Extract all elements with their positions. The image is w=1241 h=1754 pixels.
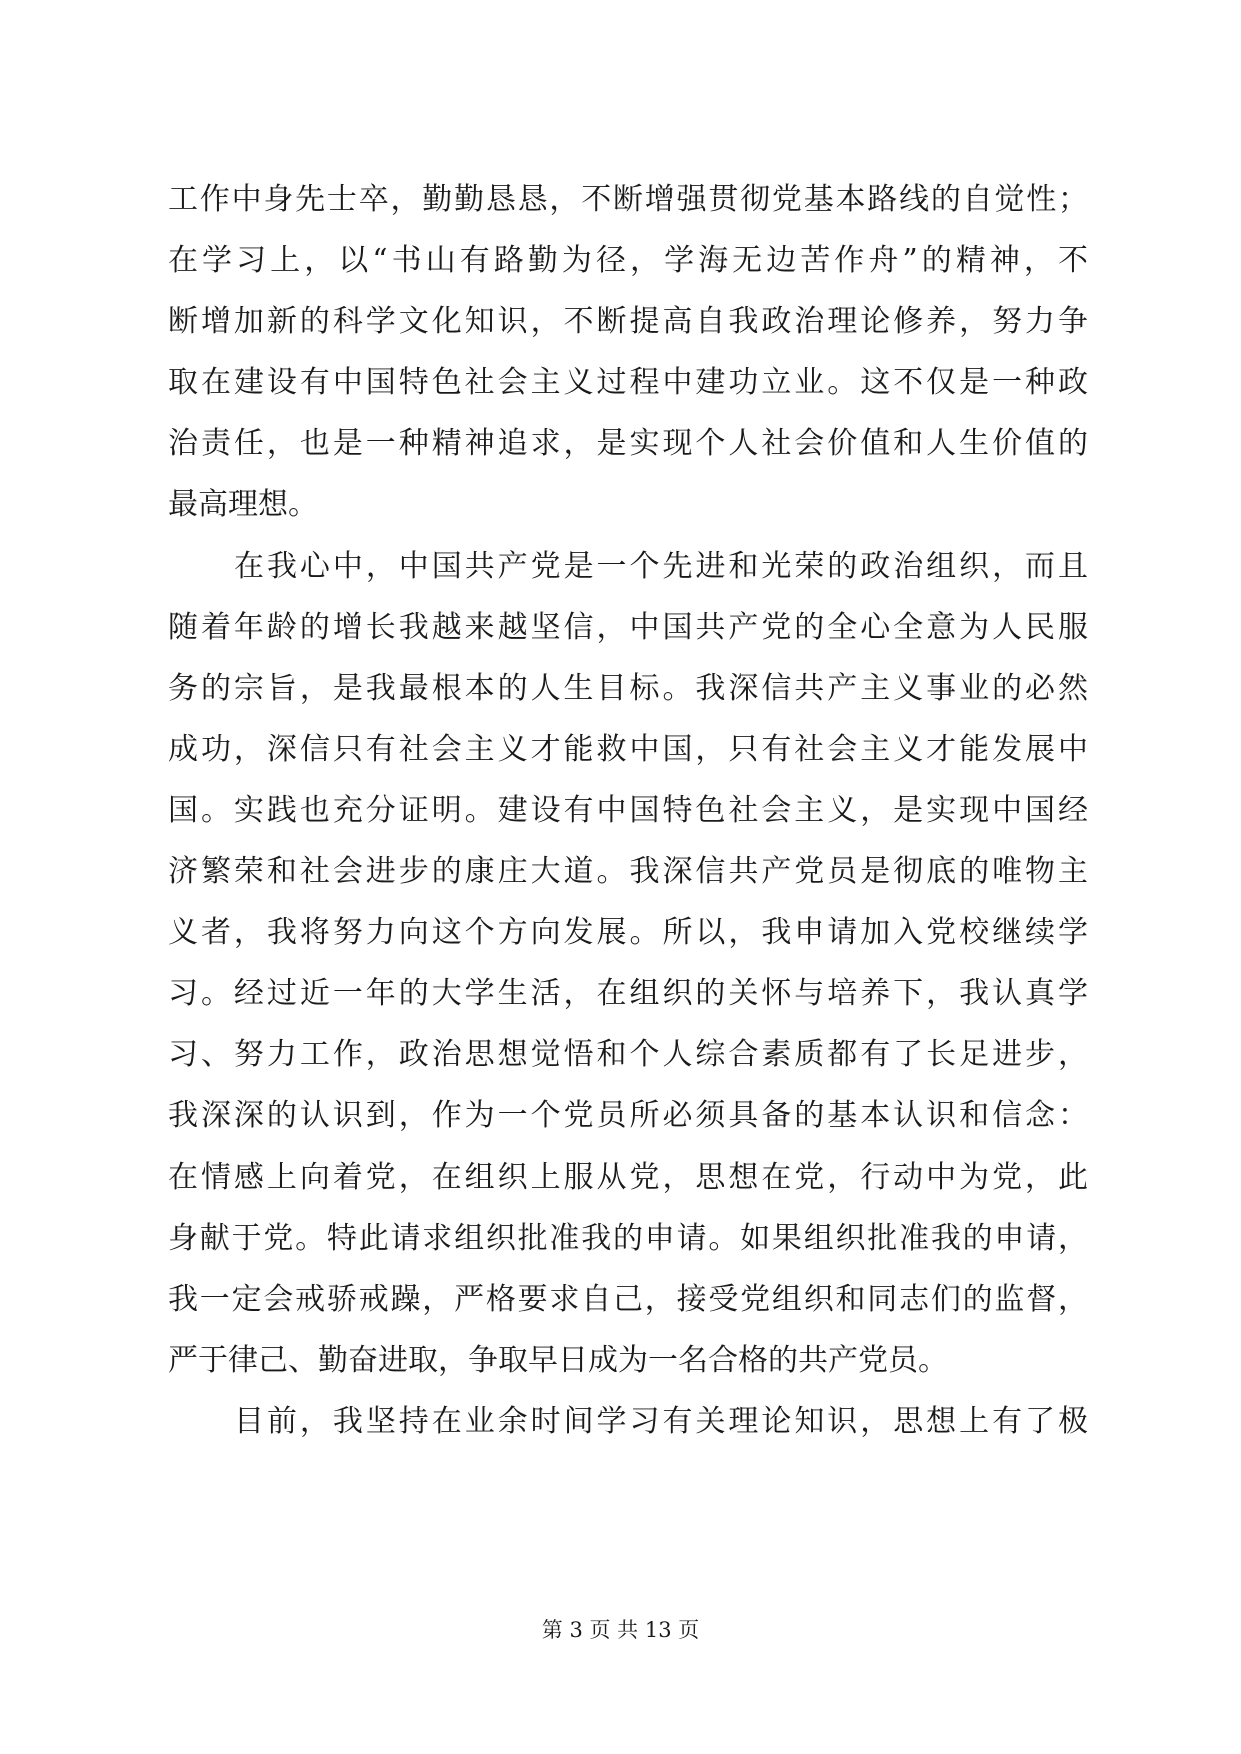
text-line: 严于律己、勤奋进取，争取早日成为一名合格的共产党员。 <box>168 1342 948 1378</box>
text-line: 我深深的认识到，作为一个党员所必须具备的基本认识和信念： <box>168 1098 1088 1134</box>
text-line: 断增加新的科学文化知识，不断提高自我政治理论修养，努力争 <box>168 304 1088 340</box>
body-text <box>168 169 1088 1452</box>
text-line: 我一定会戒骄戒躁，严格要求自己，接受党组织和同志们的监督， <box>168 1281 1088 1317</box>
text-line: 国。实践也充分证明。建设有中国特色社会主义，是实现中国经 <box>168 792 1088 828</box>
text-line: 义者，我将努力向这个方向发展。所以，我申请加入党校继续学 <box>168 915 1088 951</box>
text-line: 在情感上向着党，在组织上服从党，思想在党，行动中为党，此 <box>168 1159 1088 1195</box>
text-line: 在学习上，以“书山有路勤为径，学海无边苦作舟”的精神，不 <box>168 243 1088 279</box>
text-line: 最高理想。 <box>168 487 318 523</box>
text-line: 身献于党。特此请求组织批准我的申请。如果组织批准我的申请， <box>168 1220 1088 1256</box>
text-line: 工作中身先士卒，勤勤恳恳，不断增强贯彻党基本路线的自觉性； <box>168 182 1088 217</box>
paragraph-first-line: 目前，我坚持在业余时间学习有关理论知识，思想上有了极 <box>234 1403 1088 1439</box>
text-line: 治责任，也是一种精神追求，是实现个人社会价值和人生价值的 <box>168 426 1088 462</box>
page-number-footer: 第 3 页 共 13 页 <box>541 1618 700 1642</box>
text-line: 成功，深信只有社会主义才能救中国，只有社会主义才能发展中 <box>168 731 1088 767</box>
text-line: 习、努力工作，政治思想觉悟和个人综合素质都有了长足进步， <box>168 1037 1088 1073</box>
text-line: 随着年龄的增长我越来越坚信，中国共产党的全心全意为人民服 <box>168 609 1088 645</box>
text-line: 务的宗旨，是我最根本的人生目标。我深信共产主义事业的必然 <box>168 670 1088 706</box>
paragraph-first-line: 在我心中，中国共产党是一个先进和光荣的政治组织，而且 <box>234 548 1088 584</box>
text-line: 济繁荣和社会进步的康庄大道。我深信共产党员是彻底的唯物主 <box>168 854 1088 890</box>
text-line: 取在建设有中国特色社会主义过程中建功立业。这不仅是一种政 <box>168 365 1088 401</box>
text-line: 习。经过近一年的大学生活，在组织的关怀与培养下，我认真学 <box>168 976 1088 1012</box>
